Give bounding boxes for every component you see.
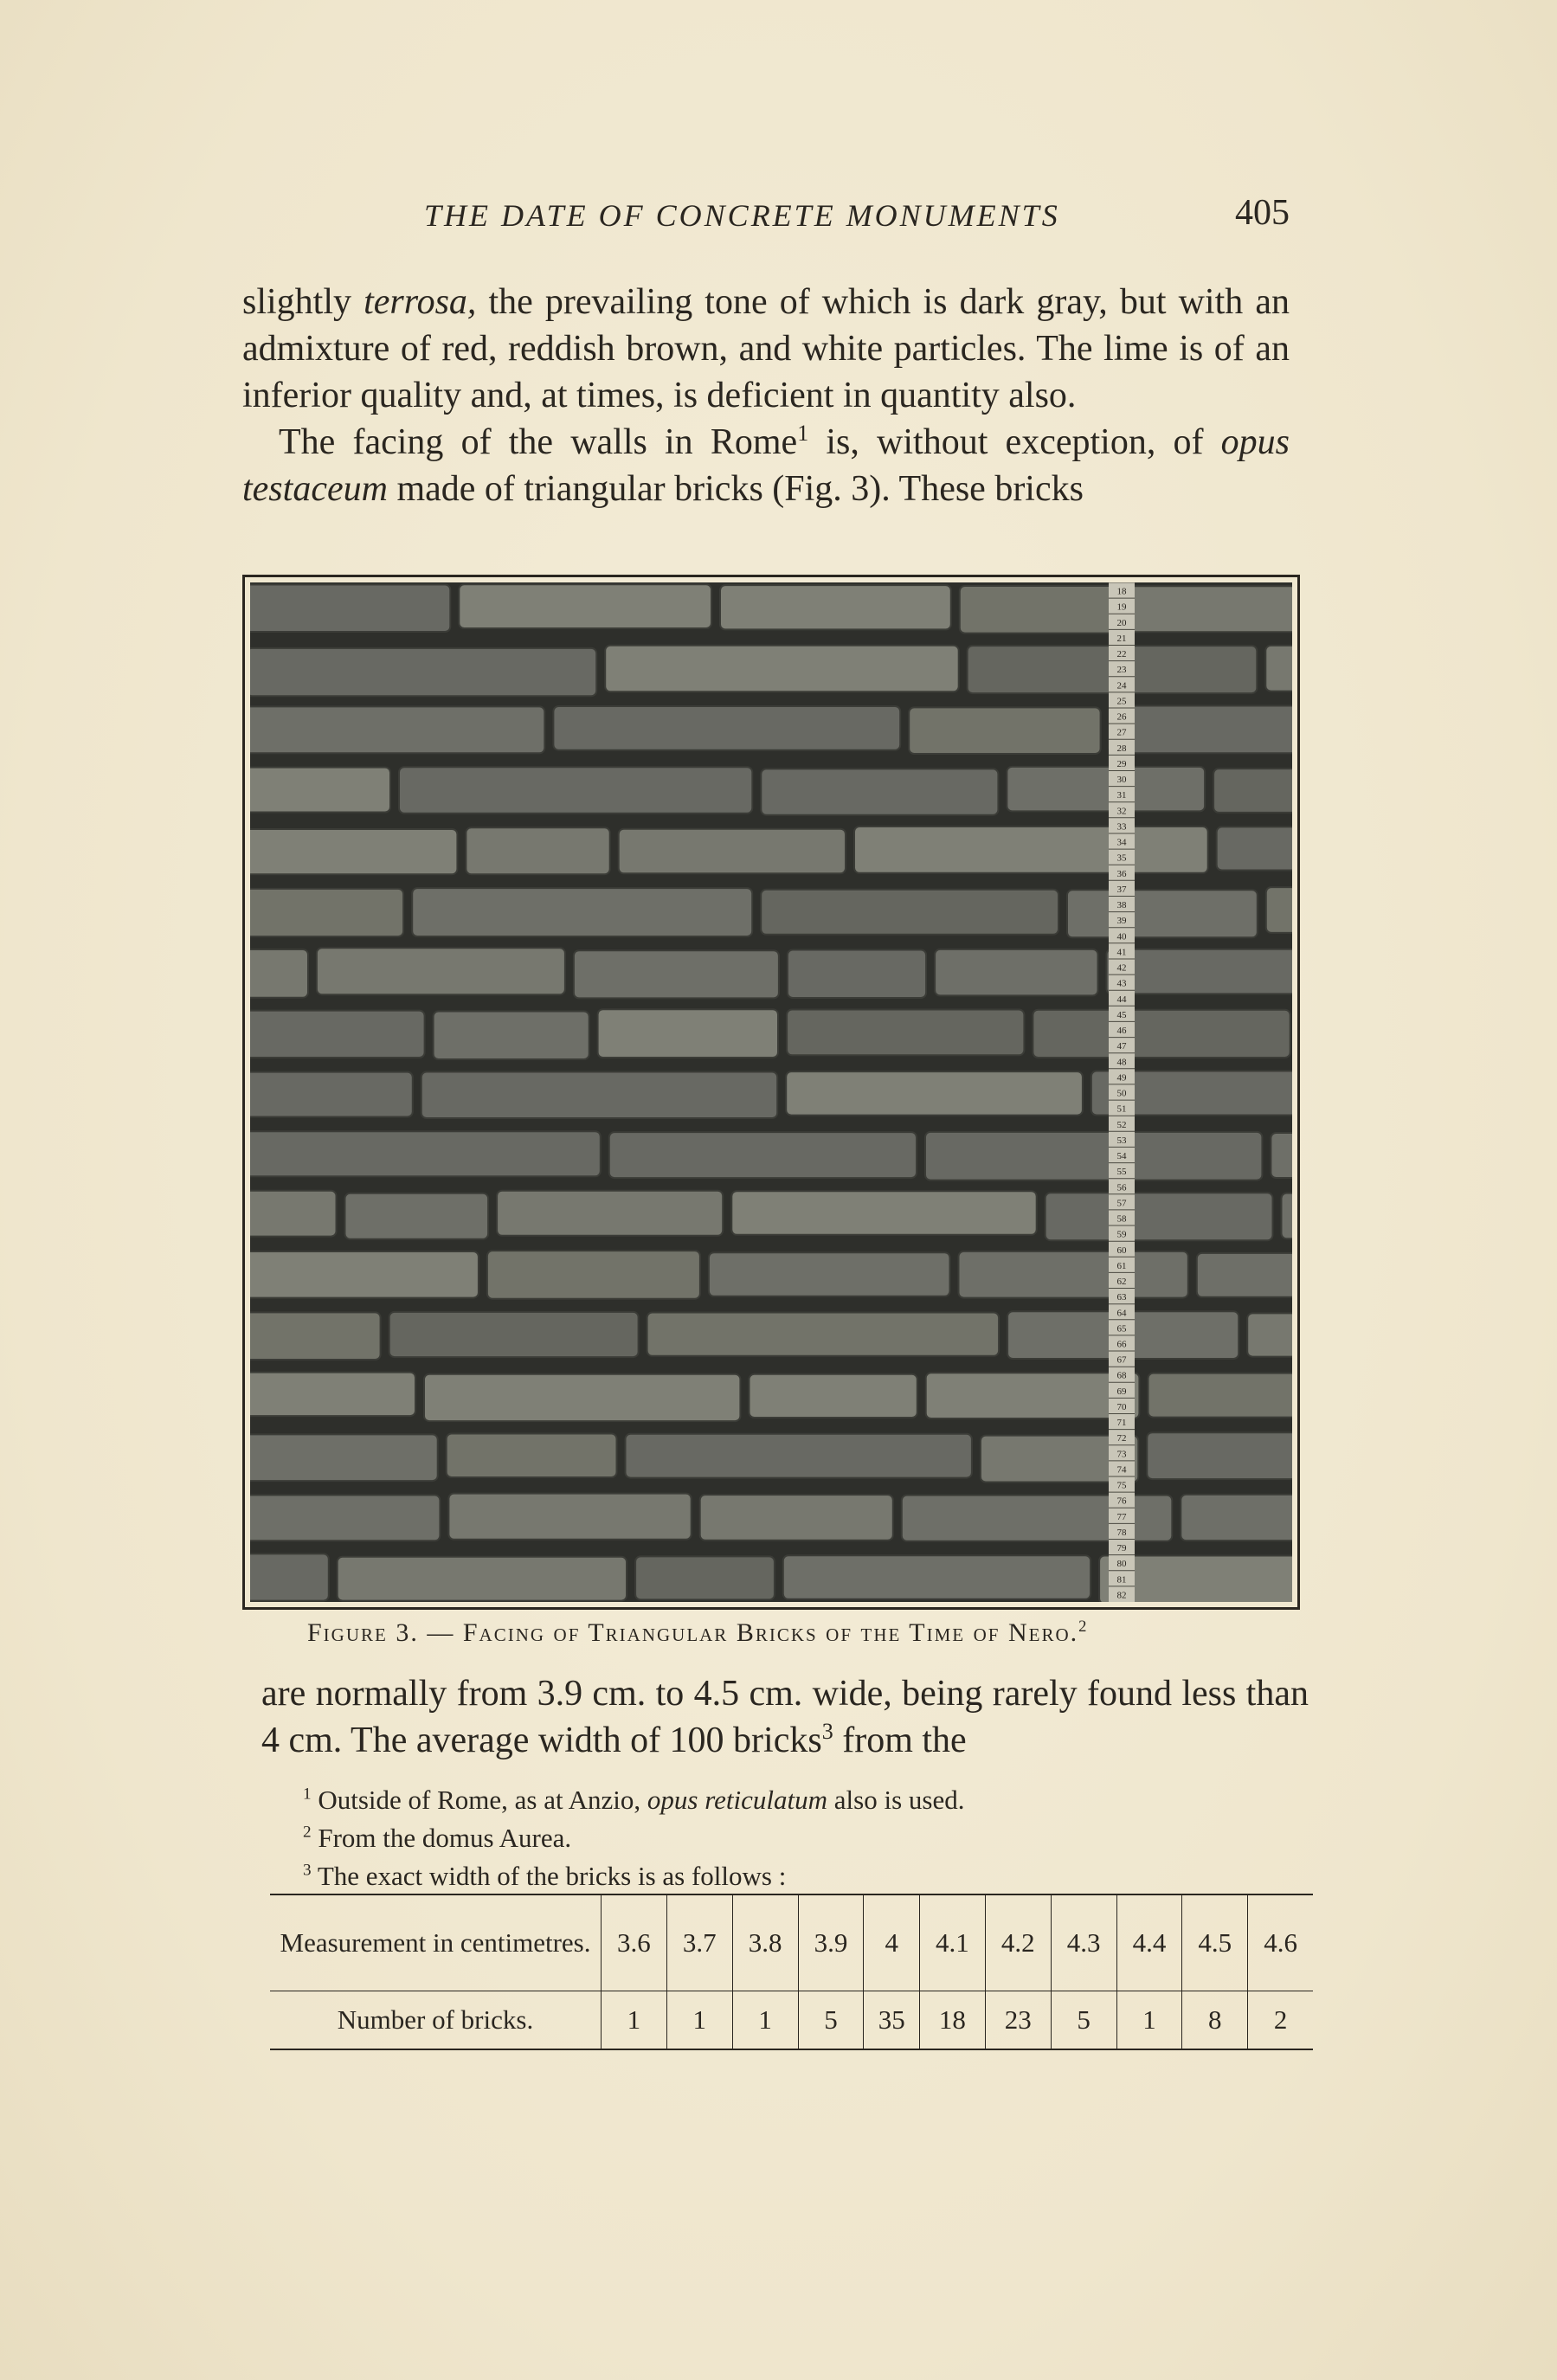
figure-brick-wall xyxy=(242,575,1300,1610)
brick xyxy=(788,950,926,999)
table-cell-measurement: 3.9 xyxy=(798,1894,864,1991)
brick xyxy=(250,1011,425,1058)
tape-number: 44 xyxy=(1116,994,1127,1005)
footnote-3: $^3$ The exact width of the bricks is as follows : xyxy=(303,1861,787,1891)
body-text-top xyxy=(242,279,1290,512)
tape-number: 48 xyxy=(1116,1057,1127,1068)
brick xyxy=(1247,1313,1292,1356)
table-row-label: Number of bricks. xyxy=(270,1991,602,2050)
brick-wall-photo xyxy=(250,582,1292,1602)
brick xyxy=(459,584,711,628)
brick xyxy=(424,1374,740,1421)
table-row-label: Measurement in centimetres. xyxy=(280,1927,591,1958)
tape-number: 52 xyxy=(1116,1119,1127,1130)
figure-caption: Figure 3. — Facing of Triangular Bricks of the Time of Nero.$^2$ xyxy=(307,1618,1089,1647)
tape-number: 59 xyxy=(1116,1229,1127,1240)
tape-number: 57 xyxy=(1116,1198,1127,1209)
footnotes xyxy=(303,1781,1298,1895)
brick xyxy=(925,1132,1262,1180)
brick xyxy=(250,1496,440,1541)
brick xyxy=(250,648,596,696)
tape-number: 65 xyxy=(1116,1323,1127,1335)
brick xyxy=(399,767,752,813)
brick xyxy=(250,1434,438,1481)
tape-number: 23 xyxy=(1116,665,1127,676)
brick xyxy=(959,1251,1188,1298)
tape-number: 27 xyxy=(1116,727,1127,738)
tape-number: 64 xyxy=(1116,1308,1127,1319)
tape-number: 75 xyxy=(1116,1480,1127,1491)
brick xyxy=(909,707,1100,754)
brick xyxy=(434,1012,589,1060)
brick xyxy=(1110,706,1292,754)
brick xyxy=(1033,1010,1290,1058)
brick xyxy=(1181,1495,1292,1541)
brick xyxy=(250,1131,601,1176)
brick xyxy=(1282,1193,1293,1239)
page-number: 405 xyxy=(1235,193,1290,233)
brick xyxy=(250,1191,337,1237)
footnote-ref-1: 1 xyxy=(797,421,809,446)
tape-number: 22 xyxy=(1116,649,1127,660)
tape-number: 62 xyxy=(1116,1277,1127,1287)
tape-number: 30 xyxy=(1116,775,1127,786)
tape-number: 35 xyxy=(1116,852,1127,864)
table-cell-count: 1 xyxy=(602,1991,667,2050)
tape-number: 20 xyxy=(1116,617,1127,628)
tape-number: 79 xyxy=(1116,1543,1127,1554)
tape-number: 82 xyxy=(1116,1590,1127,1601)
table-cell-count: 1 xyxy=(1116,1991,1182,2050)
table-cell-measurement: 4.4 xyxy=(1116,1894,1182,1991)
footnote-ref-2: 2 xyxy=(1078,1618,1089,1636)
brick xyxy=(317,948,565,994)
brick xyxy=(854,827,1208,873)
tape-number: 58 xyxy=(1116,1213,1127,1225)
tape-number: 47 xyxy=(1116,1041,1127,1052)
brick xyxy=(250,949,308,998)
brick xyxy=(553,706,900,750)
brick xyxy=(250,889,403,936)
table-cell-count: 5 xyxy=(1051,1991,1116,2050)
brick xyxy=(750,1374,917,1418)
table-cell-measurement: 4.3 xyxy=(1051,1894,1116,1991)
brick xyxy=(786,1071,1083,1116)
tape-number: 43 xyxy=(1116,978,1127,989)
footnote-ref-3: 3 xyxy=(821,1719,833,1744)
brick xyxy=(731,1191,1036,1235)
brick xyxy=(389,1312,639,1357)
brick xyxy=(1124,586,1292,632)
brick xyxy=(497,1191,723,1236)
table-row-measurement xyxy=(270,1894,1313,1991)
tape-number: 33 xyxy=(1116,821,1127,833)
tape-number: 38 xyxy=(1116,900,1127,911)
running-head: THE DATE OF CONCRETE MONUMENTS xyxy=(424,198,1060,233)
tape-number: 45 xyxy=(1116,1009,1127,1020)
table-cell-count: 1 xyxy=(666,1991,732,2050)
brick xyxy=(1148,1373,1293,1418)
italic-term: terrosa, xyxy=(364,282,477,322)
brick xyxy=(926,1370,1140,1418)
brick xyxy=(1007,767,1205,812)
tape-number: 41 xyxy=(1116,947,1127,958)
table-cell-count: 5 xyxy=(798,1991,864,2050)
tape-number: 68 xyxy=(1116,1370,1127,1381)
tape-number: 37 xyxy=(1116,884,1127,895)
table-cell-count: 2 xyxy=(1248,1991,1313,2050)
brick xyxy=(1217,827,1292,870)
tape-number: 21 xyxy=(1116,634,1127,644)
tape-number: 25 xyxy=(1116,696,1127,707)
tape-number: 60 xyxy=(1116,1245,1127,1256)
brick xyxy=(1067,890,1258,937)
table-cell-count: 8 xyxy=(1182,1991,1248,2050)
table-cell-measurement: 3.8 xyxy=(732,1894,798,1991)
tape-number: 61 xyxy=(1116,1260,1127,1271)
brick xyxy=(720,585,951,629)
tape-number: 28 xyxy=(1116,743,1127,754)
tape-number: 54 xyxy=(1116,1151,1127,1161)
brick xyxy=(250,1373,415,1417)
footnote-1: $^1$ Outside of Rome, as at Anzio, opus reticulatum also is used. xyxy=(303,1785,965,1815)
tape-number: 63 xyxy=(1116,1292,1127,1303)
brick xyxy=(250,829,457,874)
tape-number: 67 xyxy=(1116,1354,1127,1366)
table-cell-count: 23 xyxy=(985,1991,1051,2050)
tape-number: 29 xyxy=(1116,758,1127,769)
tape-number: 46 xyxy=(1116,1026,1127,1036)
brick xyxy=(421,1072,777,1119)
table-cell-measurement: 4.5 xyxy=(1182,1894,1248,1991)
brick xyxy=(466,827,609,874)
tape-number: 80 xyxy=(1116,1559,1127,1570)
table-cell-measurement: 3.7 xyxy=(666,1894,732,1991)
brick xyxy=(1271,1133,1292,1178)
tape-number: 51 xyxy=(1116,1103,1127,1115)
brick xyxy=(598,1009,778,1058)
tape-number: 26 xyxy=(1116,711,1127,723)
tape-number: 50 xyxy=(1116,1088,1127,1099)
brick-width-table xyxy=(270,1894,1313,2050)
brick xyxy=(412,888,752,936)
table-cell-measurement: 3.6 xyxy=(602,1894,667,1991)
brick xyxy=(700,1495,893,1541)
paragraph-1: slightly terrosa, the prevailing tone of which is dark gray, but with an admixture of red, reddish brown, and white particles. The lime is of an inferior quality and, at times, is deficient in quantity also. xyxy=(242,282,1290,415)
brick xyxy=(787,1010,1024,1056)
table-cell-count: 35 xyxy=(864,1991,920,2050)
table-cell-measurement: 4.2 xyxy=(985,1894,1051,1991)
tape-number: 77 xyxy=(1116,1511,1127,1522)
tape-number: 76 xyxy=(1116,1496,1127,1507)
brick xyxy=(960,586,1116,634)
tape-number: 74 xyxy=(1116,1464,1127,1476)
italic-term: opus testaceum xyxy=(242,422,1290,509)
brick xyxy=(250,1251,479,1298)
tape-number: 69 xyxy=(1116,1386,1127,1397)
table-cell-count: 18 xyxy=(919,1991,985,2050)
brick xyxy=(447,1434,617,1478)
brick xyxy=(626,1434,972,1478)
brick xyxy=(250,1312,381,1360)
tape-number: 55 xyxy=(1116,1167,1127,1178)
brick xyxy=(487,1251,700,1299)
brick xyxy=(709,1252,950,1296)
tape-number: 34 xyxy=(1116,837,1127,848)
tape-number: 53 xyxy=(1116,1135,1127,1146)
brick xyxy=(761,769,998,814)
tape-number: 39 xyxy=(1116,916,1127,927)
brick xyxy=(619,829,846,874)
table-cell-measurement: 4 xyxy=(864,1894,920,1991)
tape-number: 36 xyxy=(1116,868,1127,879)
tape-number: 19 xyxy=(1116,601,1127,613)
tape-number: 73 xyxy=(1116,1449,1127,1460)
brick xyxy=(783,1555,1091,1599)
brick xyxy=(1266,887,1292,933)
brick xyxy=(1147,1432,1292,1479)
brick xyxy=(1197,1253,1292,1297)
tape-number: 18 xyxy=(1116,586,1127,597)
brick xyxy=(250,1553,329,1600)
table-cell-measurement: 4.6 xyxy=(1248,1894,1313,1991)
brick xyxy=(1265,646,1292,691)
brick xyxy=(761,890,1058,935)
table-cell-measurement: 4.1 xyxy=(919,1894,985,1991)
tape-number: 72 xyxy=(1116,1433,1127,1444)
brick xyxy=(338,1557,627,1601)
brick xyxy=(935,949,1097,996)
tape-number: 49 xyxy=(1116,1072,1127,1084)
tape-number: 56 xyxy=(1116,1182,1127,1193)
brick xyxy=(345,1193,489,1239)
brick xyxy=(647,1313,1000,1356)
tape-number: 31 xyxy=(1116,790,1127,801)
tape-number: 42 xyxy=(1116,962,1127,974)
table-row-count xyxy=(270,1991,1313,2050)
tape-number: 70 xyxy=(1116,1402,1127,1412)
paragraph-3: are normally from 3.9 cm. to 4.5 cm. wide, being rarely found less than 4 cm. The average width of 100 bricks$^3$ from the xyxy=(261,1674,1309,1760)
tape-number: 78 xyxy=(1116,1528,1127,1538)
brick xyxy=(1213,769,1292,813)
brick xyxy=(250,1072,413,1117)
brick xyxy=(635,1556,775,1599)
brick xyxy=(605,646,958,692)
brick xyxy=(574,950,779,998)
brick xyxy=(250,768,390,813)
tape-number: 24 xyxy=(1116,680,1127,691)
brick xyxy=(250,585,450,633)
tape-number: 40 xyxy=(1116,931,1127,942)
brick xyxy=(609,1132,917,1178)
tape-number: 81 xyxy=(1116,1574,1127,1586)
page-header xyxy=(242,189,1290,241)
body-text-bottom xyxy=(261,1670,1309,1764)
footnote-2: $^2$ From the domus Aurea. xyxy=(303,1823,572,1853)
brick xyxy=(250,706,544,753)
tape-number: 66 xyxy=(1116,1339,1127,1350)
brick xyxy=(448,1494,691,1540)
tape-number: 71 xyxy=(1116,1418,1127,1429)
table-cell-count: 1 xyxy=(732,1991,798,2050)
paragraph-2: The facing of the walls in Rome$^1$ is, without exception, of opus testaceum made of triangular bricks (Fig. 3). These bricks xyxy=(242,421,1290,509)
tape-number: 32 xyxy=(1116,806,1127,817)
brick xyxy=(1046,1193,1273,1240)
